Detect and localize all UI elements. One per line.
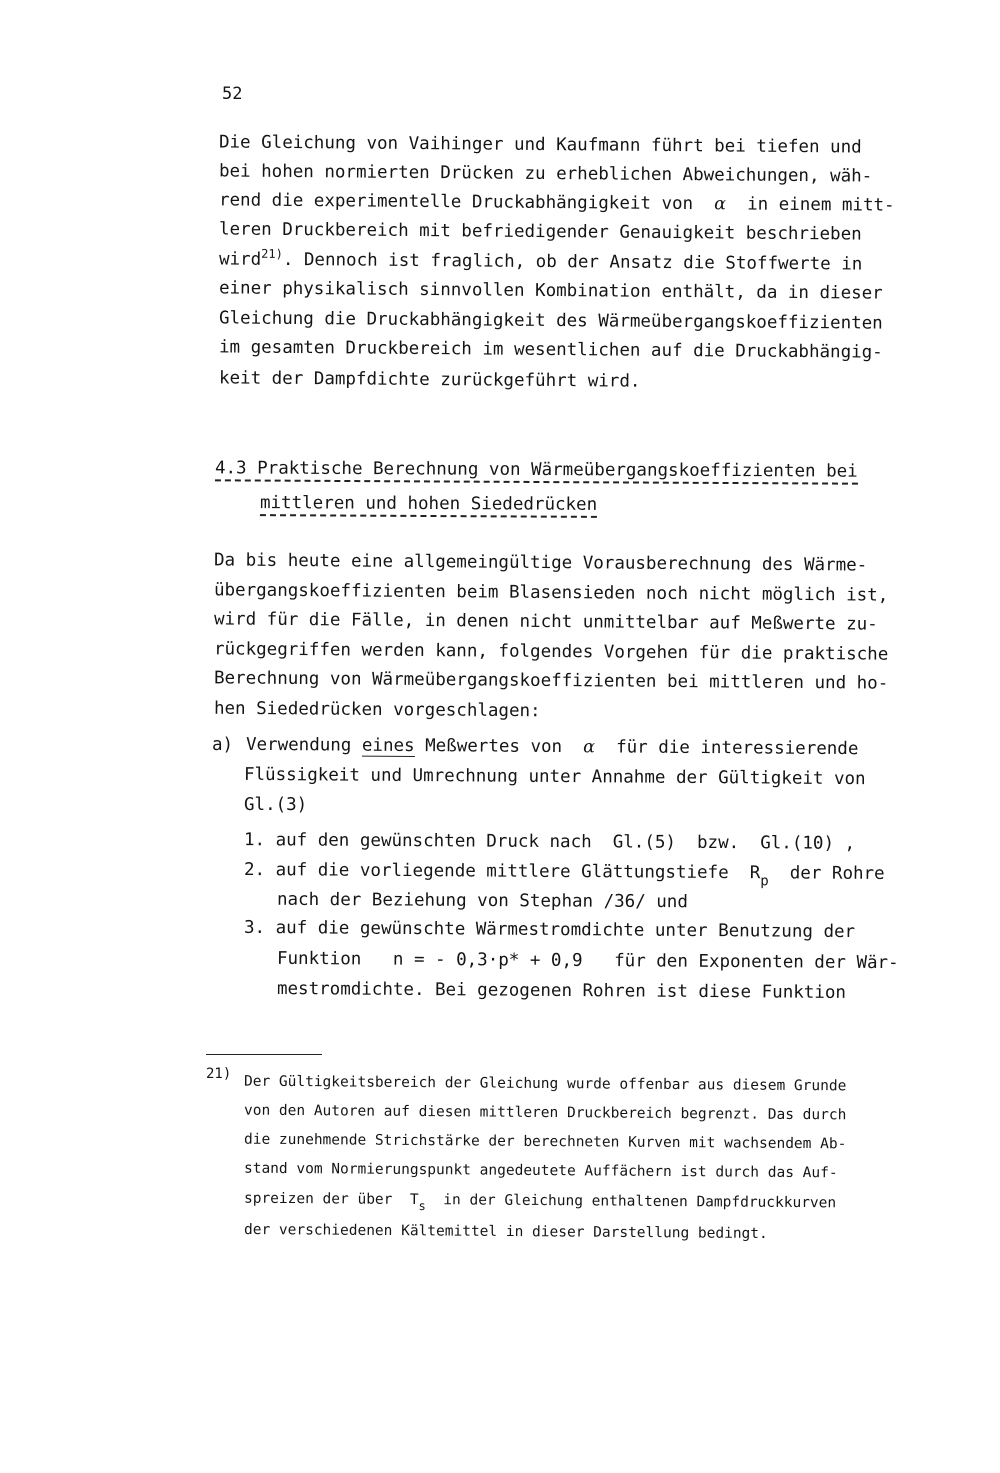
text: Verwendung	[245, 734, 352, 756]
temperature-symbol: T	[409, 1191, 419, 1209]
alpha-symbol: α	[583, 737, 596, 758]
footnote-reference: 21)	[261, 246, 283, 261]
text: in einem mitt-	[747, 194, 895, 216]
paragraph-1-line-1: Die Gleichung von Vaihinger und Kaufmann führt bei tiefen und	[218, 132, 862, 158]
subscript: p	[760, 873, 769, 890]
paragraph-2-line-5: Berechnung von Wärmeübergangskoeffizienten bei mittleren und ho-	[213, 668, 889, 694]
paragraph-1-line-4: leren Druckbereich mit befriedigender Genauigkeit beschrieben	[218, 219, 862, 245]
paragraph-2-line-3: wird für die Fälle, in denen nicht unmittelbar auf Meßwerte zu-	[213, 609, 878, 635]
section-heading-line-1: 4.3 Praktische Berechnung von Wärmeübergangskoeffizienten bei	[215, 460, 858, 484]
paragraph-1-line-8: im gesamten Druckbereich im wesentlichen auf die Druckabhängig-	[218, 337, 883, 363]
page-number: 52	[222, 84, 243, 104]
footnote-line-4: stand vom Normierungspunkt angedeutete Auffächern ist durch das Auf-	[243, 1160, 838, 1182]
alpha-symbol: α	[714, 194, 727, 215]
footnote-line-2: von den Autoren auf diesen mittleren Druckbereich begrenzt. Das durch	[243, 1102, 847, 1124]
footnote-line-6: der verschiedenen Kältemittel in dieser Darstellung bedingt.	[243, 1221, 768, 1243]
item-a-line-1	[245, 734, 859, 760]
subitem-3-line-1: 3. auf die gewünschte Wärmestromdichte unter Benutzung der	[243, 917, 856, 943]
text: Meßwertes von	[425, 736, 563, 758]
underlined-word: eines	[361, 735, 415, 757]
footnote-line-5	[243, 1190, 837, 1214]
paragraph-2-line-2: übergangskoeffizienten beim Blasensieden noch nicht möglich ist,	[213, 580, 889, 606]
text: spreizen der über	[243, 1190, 393, 1208]
footnote-line-1: Der Gültigkeitsbereich der Gleichung wurde offenbar aus diesem Grunde	[243, 1073, 847, 1095]
footnote-line-3: die zunehmende Strichstärke der berechneten Kurven mit wachsendem Ab-	[243, 1131, 847, 1153]
text: . Dennoch ist fraglich, ob der Ansatz die Stoffwerte in	[282, 249, 863, 275]
subitem-1: 1. auf den gewünschten Druck nach Gl.(5) bzw. Gl.(10) ,	[243, 830, 856, 854]
paragraph-1-line-7: Gleichung die Druckabhängigkeit des Wärmeübergangskoeffizienten	[218, 308, 883, 334]
text: wird	[218, 249, 262, 270]
paragraph-1-line-3	[219, 192, 895, 215]
item-a-line-3: Gl.(3)	[244, 795, 308, 815]
paragraph-2-line-4: rückgegriffen werden kann, folgendes Vorgehen für die praktische	[213, 639, 889, 665]
paragraph-1-line-6: einer physikalisch sinnvollen Kombination enthält, da in dieser	[218, 278, 883, 304]
paragraph-1-line-5	[218, 246, 863, 275]
subscript: s	[418, 1199, 426, 1214]
subitem-3-line-2: Funktion n = - 0,3·p* + 0,9 für den Exponenten der Wär-	[276, 948, 899, 974]
section-heading-line-2: mittleren und hohen Siededrücken	[260, 495, 597, 517]
paragraph-1-line-2: bei hohen normierten Drücken zu erheblichen Abweichungen, wäh-	[218, 161, 873, 187]
roughness-symbol: R	[749, 863, 761, 884]
footnote-mark: 21)	[206, 1066, 232, 1082]
text: in der Gleichung enthaltenen Dampfdruckkurven	[443, 1192, 837, 1212]
text: rend die experimentelle Druckabhängigkeit von	[218, 190, 694, 215]
subitem-2-line-1	[243, 860, 885, 890]
item-a-line-2: Flüssigkeit und Umrechnung unter Annahme der Gültigkeit von	[243, 764, 866, 790]
subitem-3-line-3: mestromdichte. Bei gezogenen Rohren ist diese Funktion	[276, 979, 847, 1003]
paragraph-2-line-1: Da bis heute eine allgemeingültige Vorausberechnung des Wärme-	[213, 550, 868, 576]
subitem-2-line-2: nach der Beziehung von Stephan /36/ und	[276, 889, 688, 913]
text: 2. auf die vorliegende mittlere Glättungstiefe	[243, 860, 729, 884]
footnote-separator	[206, 1054, 322, 1055]
text: der Rohre	[789, 863, 885, 884]
paragraph-2-line-6: hen Siededrücken vorgeschlagen:	[213, 698, 541, 722]
list-item-label-a: a)	[212, 735, 234, 755]
text: für die interessierende	[616, 737, 859, 760]
paragraph-1-line-9: keit der Dampfdichte zurückgeführt wird.	[218, 368, 641, 392]
